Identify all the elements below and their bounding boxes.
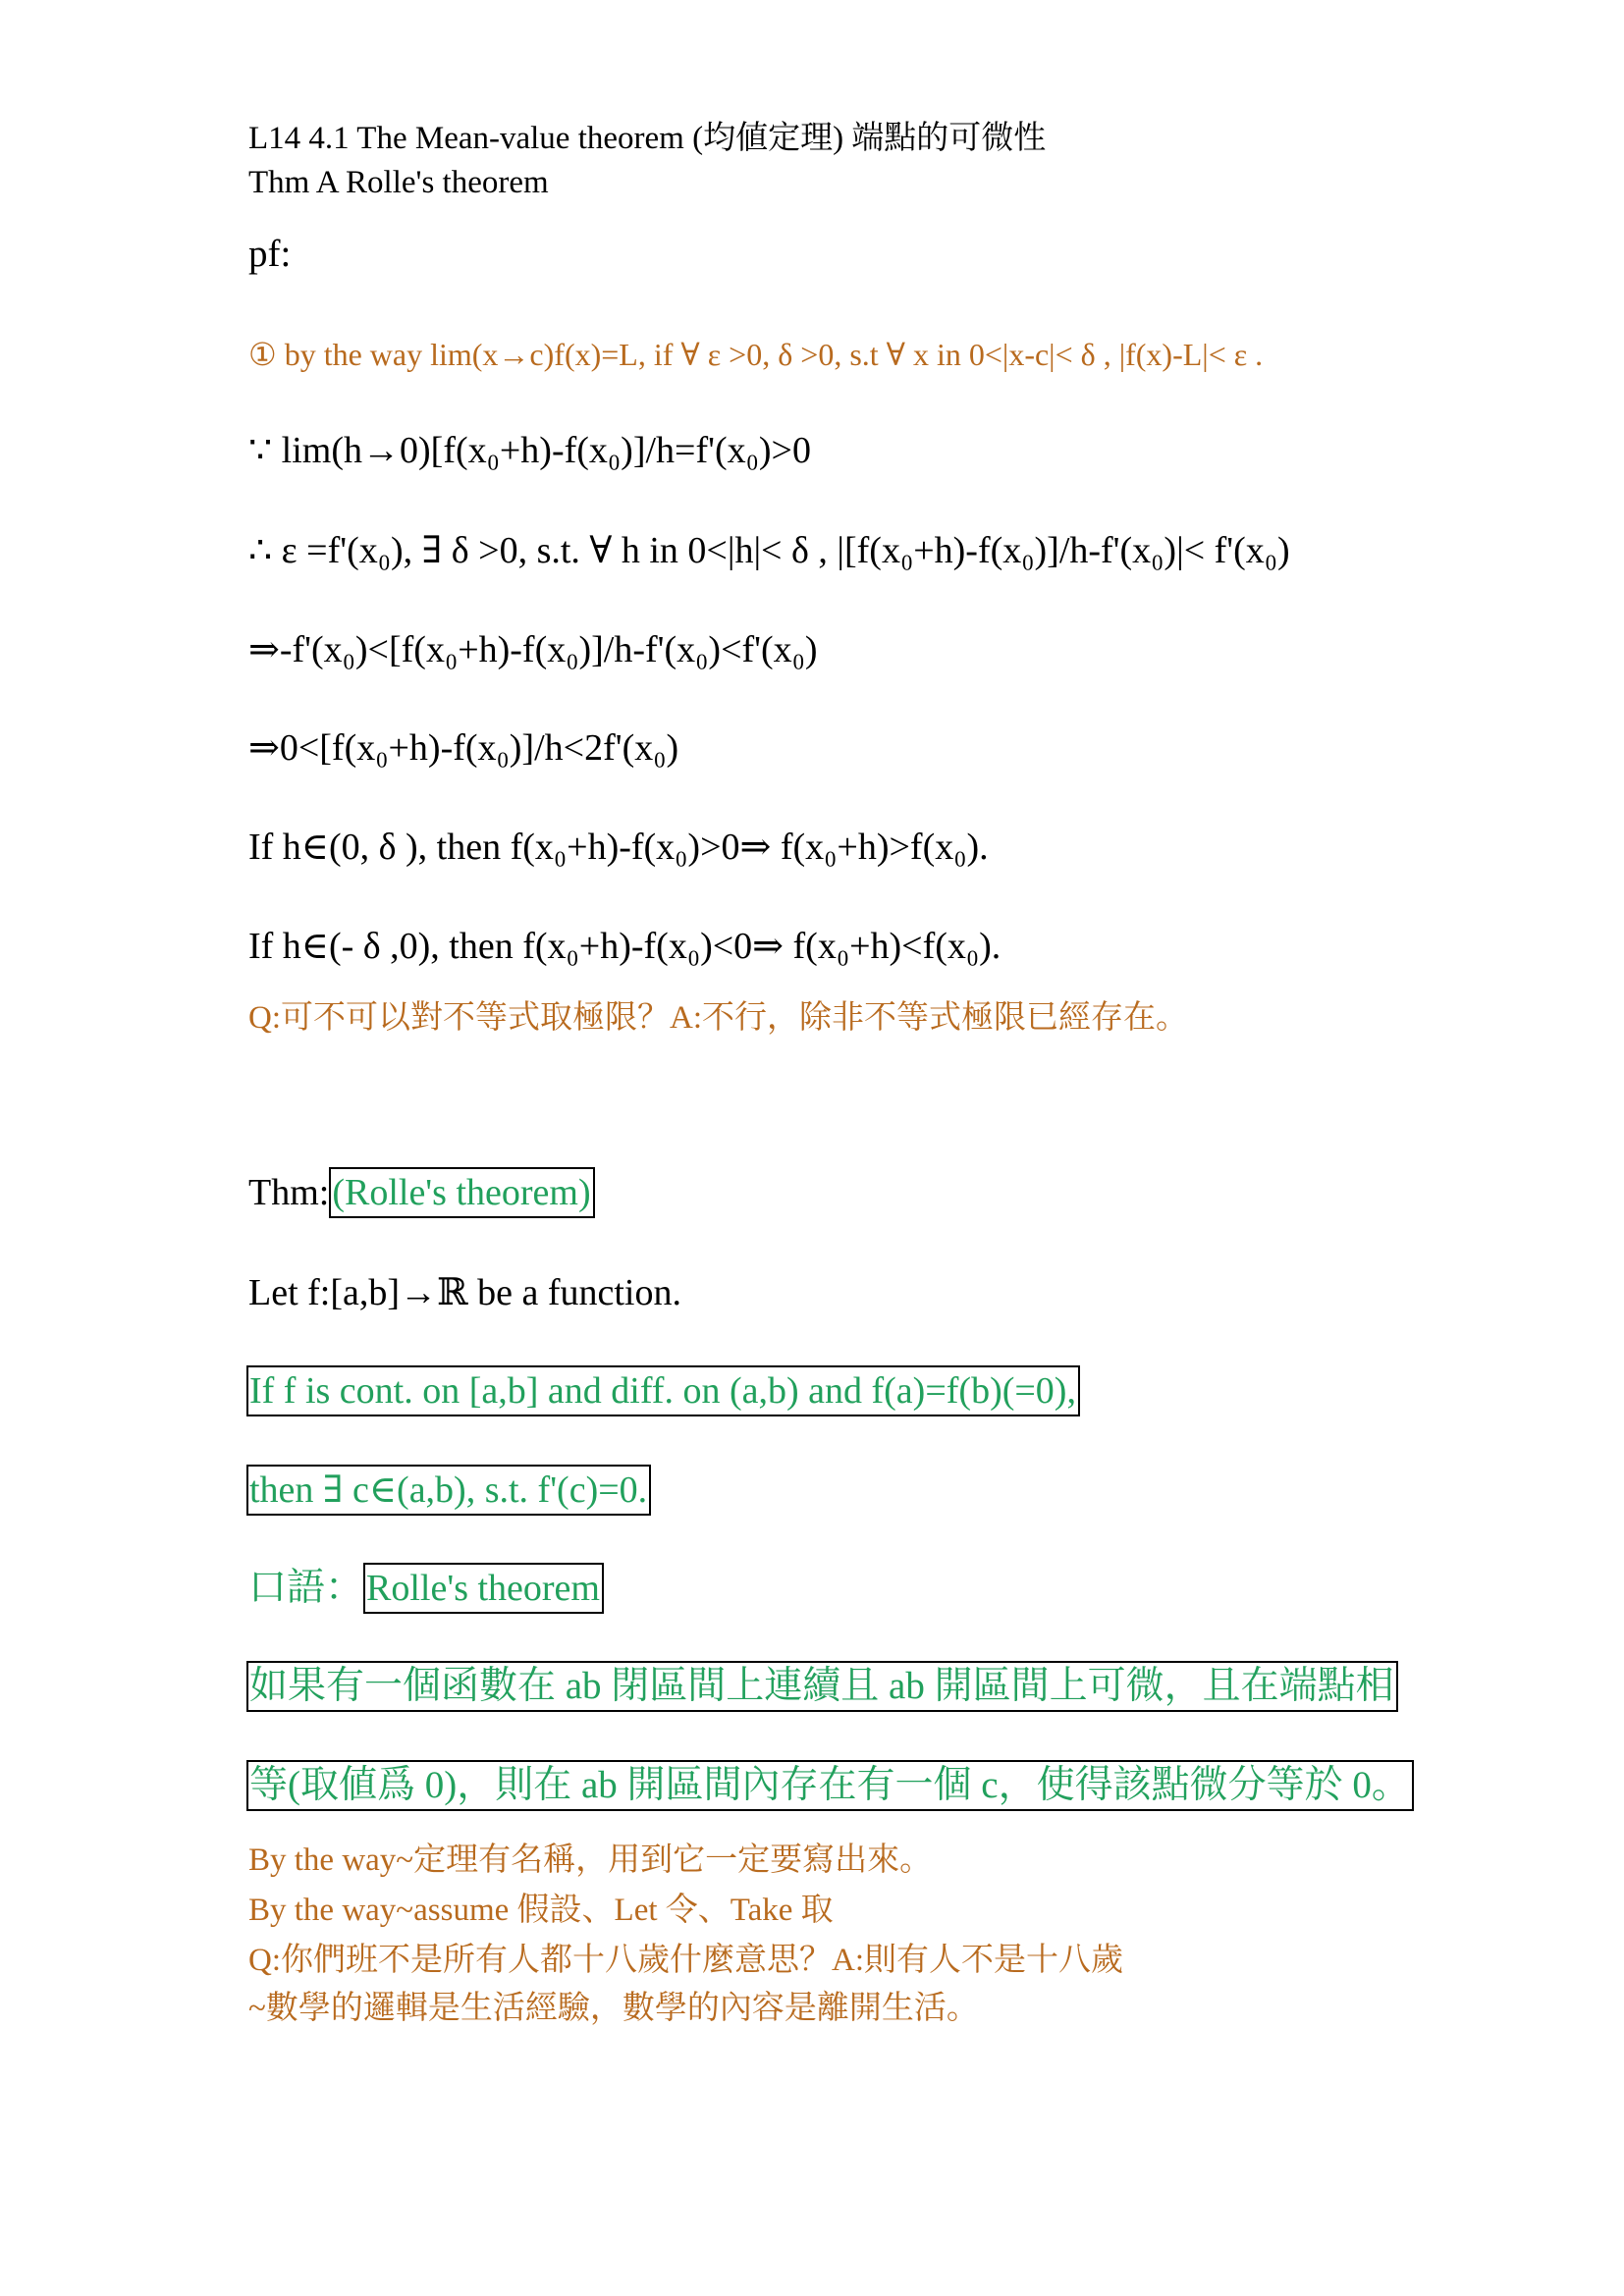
- colloquial-heading: [248, 1562, 604, 1615]
- lecture-remark: ~數學的邏輯是生活經驗，數學的內容是離開生活。: [248, 1991, 979, 2026]
- theorem-hypothesis: [246, 1365, 1080, 1416]
- lecture-remark: By the way~定理有名稱，用到它一定要寫出來。: [248, 1842, 933, 1878]
- colloquial-statement-box: 如果有一個函數在 ab 閉區間上連續且 ab 開區間上可微，且在端點相: [246, 1661, 1398, 1712]
- colloquial-statement-box: 等(取値爲 0)，則在 ab 開區間內存在有一個 c，使得該點微分等於 0。: [246, 1760, 1414, 1811]
- lecture-remark: By the way~assume 假設、Let 令、Take 取: [248, 1893, 834, 1928]
- theorem-conclusion-box: then ∃ c∈(a,b), s.t. f'(c)=0.: [246, 1465, 651, 1516]
- limit-definition-note: ① by the way lim(x→c)f(x)=L, if ∀ ε >0, δ >0, s.t ∀ x in 0<|x-c|< δ , |f(x)-L|< ε .: [248, 337, 1264, 372]
- theorem-label: Thm:: [248, 1172, 330, 1213]
- theorem-setup: Let f:[a,b]→ℝ be a function.: [248, 1272, 681, 1313]
- teacher-qa-note: Q:可不可以對不等式取極限？A:不行，除非不等式極限已經存在。: [248, 1000, 1188, 1036]
- proof-step: ∴ ε =f'(x₀), ∃ δ >0, s.t. ∀ h in 0<|h|< δ , |[f(x₀+h)-f(x₀)]/h-f'(x₀)|< f'(x₀): [248, 530, 1290, 571]
- document-subtitle: Thm A Rolle's theorem: [248, 165, 549, 200]
- proof-label: pf:: [248, 233, 292, 275]
- colloquial-name-box: Rolle's theorem: [363, 1563, 604, 1614]
- theorem-name-box: (Rolle's theorem): [329, 1167, 594, 1218]
- proof-step: If h∈(0, δ ), then f(x₀+h)-f(x₀)>0⇒ f(x₀+h)>f(x₀).: [248, 827, 989, 868]
- document-title: L14 4.1 The Mean-value theorem (均値定理) 端點的可微性: [248, 121, 1047, 156]
- theorem-conclusion: [246, 1465, 651, 1516]
- theorem-hypothesis-box: If f is cont. on [a,b] and diff. on (a,b) and f(a)=f(b)(=0),: [246, 1365, 1080, 1416]
- proof-step: ⇒0<[f(x₀+h)-f(x₀)]/h<2f'(x₀): [248, 727, 679, 769]
- theorem-heading: [248, 1166, 595, 1219]
- colloquial-statement: [246, 1760, 1414, 1811]
- colloquial-label: 口語：: [248, 1567, 364, 1609]
- colloquial-statement: [246, 1661, 1398, 1712]
- proof-step: ⇒-f'(x₀)<[f(x₀+h)-f(x₀)]/h-f'(x₀)<f'(x₀): [248, 629, 818, 670]
- proof-step: ∵ lim(h→0)[f(x₀+h)-f(x₀)]/h=f'(x₀)>0: [248, 430, 811, 471]
- lecture-remark: Q:你們班不是所有人都十八歲什麼意思？A:則有人不是十八歲: [248, 1943, 1123, 1978]
- proof-step: If h∈(- δ ,0), then f(x₀+h)-f(x₀)<0⇒ f(x₀+h)<f(x₀).: [248, 926, 1001, 967]
